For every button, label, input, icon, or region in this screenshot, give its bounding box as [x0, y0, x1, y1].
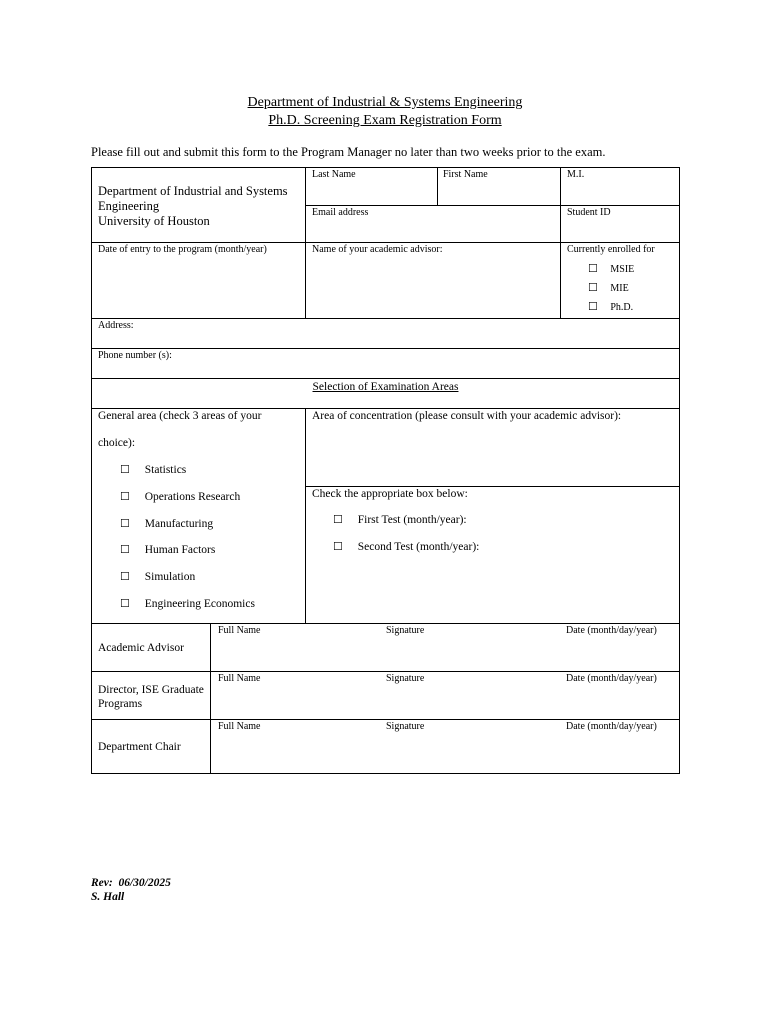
- first-test-label: First Test (month/year):: [357, 514, 467, 526]
- currently-enrolled-label: Currently enrolled for: [567, 244, 655, 255]
- director-signature-field[interactable]: Signature: [386, 673, 425, 684]
- checkbox-icon[interactable]: ☐: [120, 598, 130, 610]
- enroll-option-msie[interactable]: [588, 262, 634, 275]
- general-area-label: Simulation: [144, 571, 196, 583]
- checkbox-icon[interactable]: ☐: [120, 518, 130, 530]
- role-department-chair: Department Chair: [98, 741, 181, 753]
- department-line1: Department of Industrial and Systems: [98, 184, 288, 198]
- enroll-option-label: MIE: [610, 283, 629, 294]
- checkbox-icon[interactable]: ☐: [588, 301, 598, 313]
- mi-field[interactable]: M.I.: [567, 169, 585, 180]
- role-director-line2: Programs: [98, 698, 143, 710]
- checkbox-icon[interactable]: ☐: [120, 571, 130, 583]
- second-test-option[interactable]: [333, 540, 479, 553]
- checkbox-icon[interactable]: ☐: [333, 514, 343, 526]
- general-area-label: Operations Research: [144, 491, 241, 503]
- revision-date: Rev: 06/30/2025: [91, 877, 171, 889]
- general-area-engineering-economics[interactable]: [120, 597, 255, 610]
- chair-date-field[interactable]: Date (month/day/year): [566, 721, 657, 732]
- department-line2: Engineering: [98, 199, 160, 213]
- general-area-label: Manufacturing: [144, 518, 214, 530]
- revision-note: [91, 876, 171, 904]
- revision-author: S. Hall: [91, 891, 125, 903]
- form-subtitle: Ph.D. Screening Exam Registration Form: [268, 113, 502, 128]
- role-academic-advisor: Academic Advisor: [98, 642, 184, 654]
- general-area-manufacturing[interactable]: [120, 517, 213, 530]
- advisor-date-field[interactable]: Date (month/day/year): [566, 625, 657, 636]
- checkbox-icon[interactable]: ☐: [333, 541, 343, 553]
- general-area-label: General area (check 3 areas of your: [98, 410, 262, 422]
- role-director: [98, 683, 204, 711]
- last-name-field[interactable]: Last Name: [312, 169, 356, 180]
- role-director-line1: Director, ISE Graduate: [98, 684, 204, 696]
- instruction-text: Please fill out and submit this form to the Program Manager no later than two weeks prior to the exam.: [91, 145, 606, 159]
- general-area-operations-research[interactable]: [120, 490, 240, 503]
- general-area-statistics[interactable]: [120, 463, 186, 476]
- advisor-name-field[interactable]: Name of your academic advisor:: [312, 244, 443, 255]
- selection-header: Selection of Examination Areas: [312, 381, 459, 393]
- address-field[interactable]: Address:: [98, 320, 134, 331]
- general-area-label-cont: choice):: [98, 437, 136, 449]
- department-block: [98, 184, 300, 229]
- director-full-name-field[interactable]: Full Name: [218, 673, 261, 684]
- date-of-entry-field[interactable]: Date of entry to the program (month/year): [98, 244, 267, 255]
- checkbox-icon[interactable]: ☐: [588, 282, 598, 294]
- general-area-human-factors[interactable]: [120, 543, 215, 556]
- general-area-label: Human Factors: [144, 544, 216, 556]
- enroll-option-label: MSIE: [610, 264, 635, 275]
- director-date-field[interactable]: Date (month/day/year): [566, 673, 657, 684]
- checkbox-icon[interactable]: ☐: [120, 544, 130, 556]
- checkbox-icon[interactable]: ☐: [120, 491, 130, 503]
- advisor-signature-field[interactable]: Signature: [386, 625, 425, 636]
- enroll-option-mie[interactable]: [588, 281, 629, 294]
- general-area-label: Statistics: [144, 464, 187, 476]
- student-id-field[interactable]: Student ID: [567, 207, 611, 218]
- email-field[interactable]: Email address: [312, 207, 369, 218]
- form-title: Department of Industrial & Systems Engineering: [247, 95, 523, 110]
- enroll-option-phd[interactable]: [588, 300, 633, 313]
- checkbox-icon[interactable]: ☐: [588, 263, 598, 275]
- chair-signature-field[interactable]: Signature: [386, 721, 425, 732]
- general-area-label: Engineering Economics: [144, 598, 255, 610]
- test-check-label: Check the appropriate box below:: [312, 488, 468, 500]
- phone-field[interactable]: Phone number (s):: [98, 350, 172, 361]
- department-line3: University of Houston: [98, 214, 210, 228]
- second-test-label: Second Test (month/year):: [357, 541, 480, 553]
- enroll-option-label: Ph.D.: [610, 302, 634, 313]
- concentration-field[interactable]: Area of concentration (please consult with your academic advisor):: [312, 410, 622, 422]
- general-area-simulation[interactable]: [120, 570, 195, 583]
- first-name-field[interactable]: First Name: [443, 169, 488, 180]
- first-test-option[interactable]: [333, 513, 467, 526]
- chair-full-name-field[interactable]: Full Name: [218, 721, 261, 732]
- advisor-full-name-field[interactable]: Full Name: [218, 625, 261, 636]
- checkbox-icon[interactable]: ☐: [120, 464, 130, 476]
